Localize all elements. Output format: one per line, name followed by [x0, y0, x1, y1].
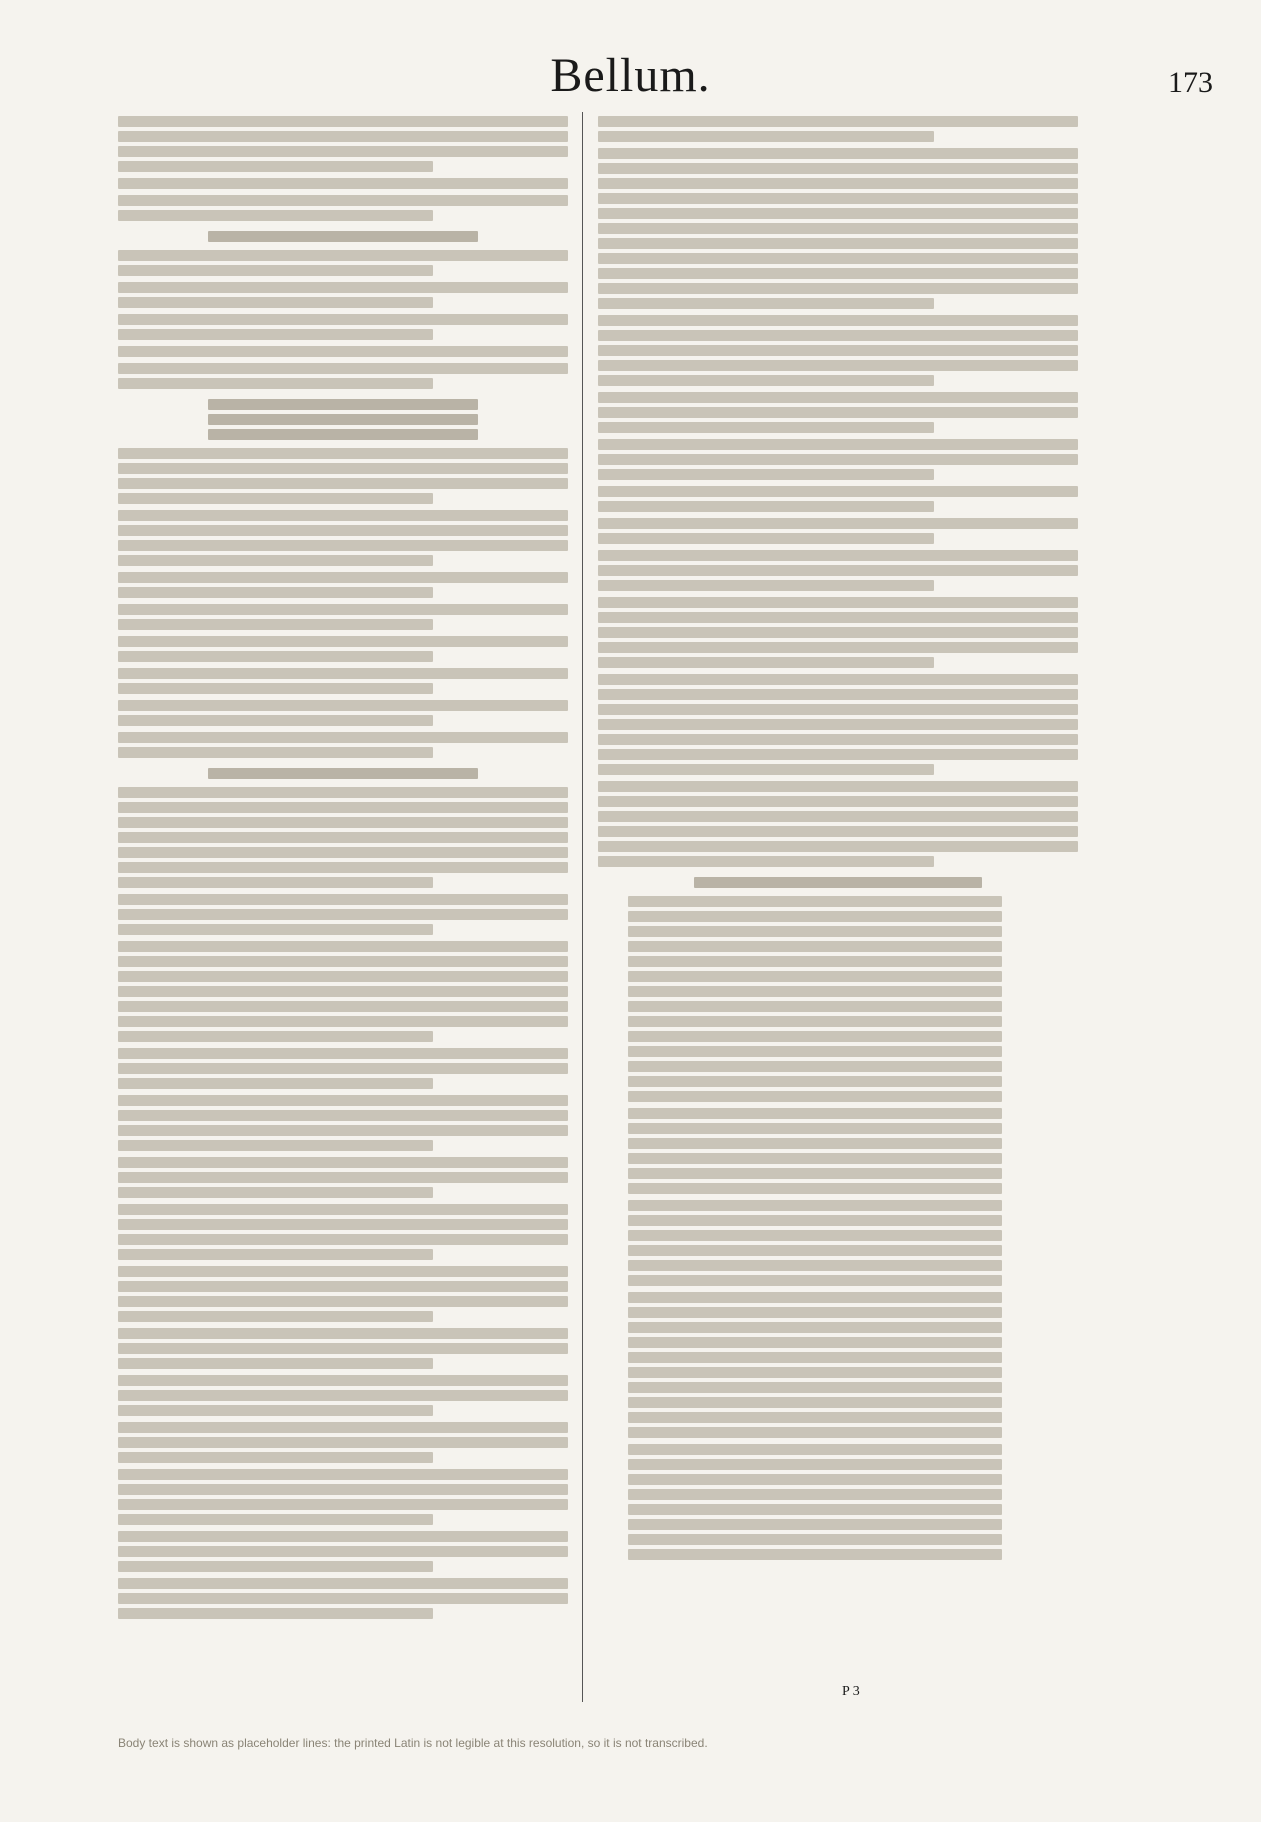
text-line-placeholder — [598, 580, 934, 591]
text-line-placeholder — [208, 414, 478, 425]
text-line-placeholder — [118, 1514, 433, 1525]
section-heading — [118, 768, 568, 779]
text-line-placeholder — [118, 210, 433, 221]
text-line-placeholder — [118, 1016, 568, 1027]
page-number: 173 — [1168, 66, 1213, 99]
text-line-placeholder — [598, 565, 1078, 576]
text-line-placeholder — [118, 1343, 568, 1354]
text-line-placeholder — [118, 265, 433, 276]
text-line-placeholder — [628, 1504, 1002, 1515]
text-line-placeholder — [598, 422, 934, 433]
text-line-placeholder — [628, 911, 1002, 922]
text-line-placeholder — [628, 1352, 1002, 1363]
paragraph — [598, 315, 1078, 386]
paragraph — [118, 116, 568, 172]
text-line-placeholder — [628, 1031, 1002, 1042]
text-line-placeholder — [118, 1125, 568, 1136]
text-line-placeholder — [118, 1031, 433, 1042]
left-column — [118, 112, 568, 1712]
text-line-placeholder — [118, 1281, 568, 1292]
text-line-placeholder — [118, 195, 568, 206]
text-line-placeholder — [118, 1001, 568, 1012]
text-line-placeholder — [628, 1474, 1002, 1485]
text-line-placeholder — [598, 856, 934, 867]
paragraph — [118, 668, 568, 694]
text-line-placeholder — [118, 847, 568, 858]
text-line-placeholder — [118, 1422, 568, 1433]
text-line-placeholder — [118, 131, 568, 142]
paragraph — [118, 1157, 568, 1198]
text-line-placeholder — [118, 1546, 568, 1557]
paragraph — [118, 1095, 568, 1151]
text-line-placeholder — [598, 454, 1078, 465]
text-line-placeholder — [208, 399, 478, 410]
paragraph — [118, 346, 568, 357]
text-line-placeholder — [598, 689, 1078, 700]
text-line-placeholder — [118, 1390, 568, 1401]
text-line-placeholder — [628, 1412, 1002, 1423]
text-line-placeholder — [118, 1078, 433, 1089]
text-line-placeholder — [628, 896, 1002, 907]
verse-block — [598, 1444, 1078, 1560]
text-line-placeholder — [598, 826, 1078, 837]
paragraph — [118, 363, 568, 389]
paragraph — [118, 572, 568, 598]
text-line-placeholder — [598, 439, 1078, 450]
text-line-placeholder — [628, 1459, 1002, 1470]
paragraph — [598, 597, 1078, 668]
text-line-placeholder — [598, 238, 1078, 249]
paragraph — [118, 282, 568, 308]
text-line-placeholder — [598, 749, 1078, 760]
paragraph — [598, 781, 1078, 867]
text-line-placeholder — [118, 463, 568, 474]
text-line-placeholder — [598, 163, 1078, 174]
text-line-placeholder — [118, 1469, 568, 1480]
text-line-placeholder — [118, 448, 568, 459]
paragraph — [118, 178, 568, 189]
text-line-placeholder — [628, 926, 1002, 937]
text-line-placeholder — [118, 700, 568, 711]
text-line-placeholder — [598, 781, 1078, 792]
text-line-placeholder — [118, 619, 433, 630]
verse-block — [598, 896, 1078, 1102]
running-head-title: Bellum. — [550, 49, 711, 102]
paragraph — [118, 1204, 568, 1260]
section-heading — [118, 399, 568, 440]
text-line-placeholder — [118, 1234, 568, 1245]
paragraph — [598, 550, 1078, 591]
column-rule — [582, 112, 583, 1702]
text-line-placeholder — [598, 223, 1078, 234]
text-line-placeholder — [118, 1531, 568, 1542]
paragraph — [118, 732, 568, 758]
text-line-placeholder — [628, 1046, 1002, 1057]
text-line-placeholder — [598, 550, 1078, 561]
text-line-placeholder — [598, 178, 1078, 189]
text-line-placeholder — [628, 971, 1002, 982]
text-line-placeholder — [628, 1292, 1002, 1303]
section-heading — [598, 877, 1078, 888]
paragraph — [118, 195, 568, 221]
text-line-placeholder — [118, 572, 568, 583]
text-line-placeholder — [598, 841, 1078, 852]
text-line-placeholder — [118, 1204, 568, 1215]
text-line-placeholder — [628, 1123, 1002, 1134]
text-line-placeholder — [598, 796, 1078, 807]
paragraph — [598, 518, 1078, 544]
text-line-placeholder — [118, 787, 568, 798]
text-line-placeholder — [118, 683, 433, 694]
text-line-placeholder — [628, 1153, 1002, 1164]
text-line-placeholder — [118, 1358, 433, 1369]
paragraph — [118, 636, 568, 662]
text-line-placeholder — [628, 956, 1002, 967]
text-line-placeholder — [598, 657, 934, 668]
text-line-placeholder — [598, 268, 1078, 279]
text-line-placeholder — [118, 1157, 568, 1168]
text-line-placeholder — [598, 719, 1078, 730]
paragraph — [118, 941, 568, 1042]
paragraph — [118, 1266, 568, 1322]
text-line-placeholder — [118, 1296, 568, 1307]
paragraph — [118, 510, 568, 566]
text-line-placeholder — [628, 1108, 1002, 1119]
text-line-placeholder — [118, 604, 568, 615]
right-column — [598, 112, 1078, 1712]
text-line-placeholder — [628, 1534, 1002, 1545]
text-line-placeholder — [118, 832, 568, 843]
paragraph — [118, 700, 568, 726]
paragraph — [598, 116, 1078, 142]
text-line-placeholder — [118, 1095, 568, 1106]
text-line-placeholder — [598, 116, 1078, 127]
text-line-placeholder — [628, 1245, 1002, 1256]
text-line-placeholder — [118, 877, 433, 888]
paragraph — [118, 1469, 568, 1525]
text-line-placeholder — [118, 540, 568, 551]
text-line-placeholder — [598, 193, 1078, 204]
text-line-placeholder — [118, 1593, 568, 1604]
text-line-placeholder — [628, 1168, 1002, 1179]
text-line-placeholder — [628, 1322, 1002, 1333]
text-line-placeholder — [118, 1110, 568, 1121]
verse-block — [598, 1108, 1078, 1194]
text-line-placeholder — [118, 555, 433, 566]
text-line-placeholder — [118, 894, 568, 905]
text-line-placeholder — [598, 253, 1078, 264]
text-line-placeholder — [598, 704, 1078, 715]
text-line-placeholder — [628, 1183, 1002, 1194]
text-line-placeholder — [598, 315, 1078, 326]
text-line-placeholder — [628, 1427, 1002, 1438]
text-line-placeholder — [118, 1375, 568, 1386]
text-line-placeholder — [118, 314, 568, 325]
paragraph — [118, 604, 568, 630]
text-line-placeholder — [628, 941, 1002, 952]
text-line-placeholder — [598, 208, 1078, 219]
text-line-placeholder — [208, 768, 478, 779]
text-line-placeholder — [118, 329, 433, 340]
text-line-placeholder — [628, 1397, 1002, 1408]
text-line-placeholder — [118, 1311, 433, 1322]
paragraph — [598, 674, 1078, 775]
text-line-placeholder — [598, 469, 934, 480]
text-line-placeholder — [598, 597, 1078, 608]
text-line-placeholder — [628, 1091, 1002, 1102]
text-line-placeholder — [628, 986, 1002, 997]
text-line-placeholder — [208, 429, 478, 440]
text-line-placeholder — [118, 1499, 568, 1510]
paragraph — [598, 439, 1078, 480]
text-line-placeholder — [118, 1172, 568, 1183]
paragraph — [118, 1578, 568, 1619]
text-line-placeholder — [118, 924, 433, 935]
text-line-placeholder — [118, 1249, 433, 1260]
running-head — [0, 48, 1261, 108]
text-line-placeholder — [628, 1001, 1002, 1012]
verse-block — [598, 1292, 1078, 1438]
text-line-placeholder — [118, 1578, 568, 1589]
text-line-placeholder — [118, 478, 568, 489]
transcription-note: Body text is shown as placeholder lines: the printed Latin is not legible at this resolution, so it is not transcribed. — [118, 1736, 708, 1750]
text-line-placeholder — [628, 1519, 1002, 1530]
text-line-placeholder — [118, 802, 568, 813]
text-line-placeholder — [598, 764, 934, 775]
text-line-placeholder — [118, 651, 433, 662]
text-line-placeholder — [118, 1140, 433, 1151]
text-line-placeholder — [118, 161, 433, 172]
text-line-placeholder — [118, 1608, 433, 1619]
text-line-placeholder — [628, 1275, 1002, 1286]
text-line-placeholder — [598, 131, 934, 142]
paragraph — [118, 1531, 568, 1572]
text-line-placeholder — [118, 1187, 433, 1198]
text-line-placeholder — [118, 378, 433, 389]
text-line-placeholder — [598, 392, 1078, 403]
text-line-placeholder — [598, 627, 1078, 638]
paragraph — [118, 1048, 568, 1089]
text-line-placeholder — [598, 345, 1078, 356]
text-line-placeholder — [118, 1063, 568, 1074]
text-line-placeholder — [598, 533, 934, 544]
text-line-placeholder — [118, 146, 568, 157]
signature-mark: P 3 — [842, 1684, 860, 1699]
text-line-placeholder — [118, 297, 433, 308]
text-line-placeholder — [598, 518, 1078, 529]
text-line-placeholder — [628, 1138, 1002, 1149]
text-line-placeholder — [598, 375, 934, 386]
text-line-placeholder — [118, 941, 568, 952]
text-line-placeholder — [118, 909, 568, 920]
paragraph — [598, 148, 1078, 309]
text-line-placeholder — [598, 674, 1078, 685]
paragraph — [118, 1422, 568, 1463]
text-line-placeholder — [118, 346, 568, 357]
text-line-placeholder — [598, 360, 1078, 371]
section-heading — [118, 231, 568, 242]
text-line-placeholder — [628, 1215, 1002, 1226]
text-line-placeholder — [628, 1444, 1002, 1455]
text-line-placeholder — [628, 1489, 1002, 1500]
text-line-placeholder — [208, 231, 478, 242]
text-line-placeholder — [598, 486, 1078, 497]
text-line-placeholder — [628, 1337, 1002, 1348]
text-line-placeholder — [598, 330, 1078, 341]
text-line-placeholder — [118, 363, 568, 374]
paragraph — [598, 392, 1078, 433]
text-line-placeholder — [628, 1076, 1002, 1087]
paragraph — [118, 894, 568, 935]
text-line-placeholder — [118, 668, 568, 679]
paragraph — [118, 314, 568, 340]
text-line-placeholder — [628, 1016, 1002, 1027]
text-line-placeholder — [598, 298, 934, 309]
text-line-placeholder — [118, 510, 568, 521]
text-line-placeholder — [118, 747, 433, 758]
text-line-placeholder — [118, 1048, 568, 1059]
paragraph — [118, 1375, 568, 1416]
text-line-placeholder — [118, 732, 568, 743]
text-line-placeholder — [598, 283, 1078, 294]
text-line-placeholder — [628, 1200, 1002, 1211]
text-line-placeholder — [118, 971, 568, 982]
text-line-placeholder — [118, 525, 568, 536]
paragraph — [118, 448, 568, 504]
text-line-placeholder — [628, 1382, 1002, 1393]
text-line-placeholder — [118, 817, 568, 828]
text-line-placeholder — [598, 501, 934, 512]
text-line-placeholder — [118, 1219, 568, 1230]
text-line-placeholder — [628, 1061, 1002, 1072]
text-line-placeholder — [628, 1307, 1002, 1318]
text-line-placeholder — [628, 1549, 1002, 1560]
text-line-placeholder — [118, 1561, 433, 1572]
text-line-placeholder — [118, 282, 568, 293]
verse-block — [598, 1200, 1078, 1286]
text-line-placeholder — [598, 148, 1078, 159]
text-line-placeholder — [118, 1328, 568, 1339]
text-line-placeholder — [118, 986, 568, 997]
text-line-placeholder — [118, 587, 433, 598]
text-line-placeholder — [118, 1437, 568, 1448]
text-line-placeholder — [598, 407, 1078, 418]
text-line-placeholder — [118, 862, 568, 873]
paragraph — [118, 787, 568, 888]
text-line-placeholder — [598, 612, 1078, 623]
text-line-placeholder — [118, 636, 568, 647]
text-line-placeholder — [118, 1452, 433, 1463]
paragraph — [118, 250, 568, 276]
text-line-placeholder — [118, 1484, 568, 1495]
text-line-placeholder — [118, 1405, 433, 1416]
text-line-placeholder — [118, 715, 433, 726]
text-line-placeholder — [118, 250, 568, 261]
text-line-placeholder — [118, 1266, 568, 1277]
text-line-placeholder — [118, 116, 568, 127]
text-line-placeholder — [118, 178, 568, 189]
text-line-placeholder — [694, 877, 982, 888]
text-line-placeholder — [598, 811, 1078, 822]
text-line-placeholder — [118, 956, 568, 967]
text-line-placeholder — [628, 1260, 1002, 1271]
text-line-placeholder — [598, 642, 1078, 653]
text-line-placeholder — [628, 1367, 1002, 1378]
text-line-placeholder — [598, 734, 1078, 745]
text-line-placeholder — [628, 1230, 1002, 1241]
paragraph — [118, 1328, 568, 1369]
text-line-placeholder — [118, 493, 433, 504]
paragraph — [598, 486, 1078, 512]
